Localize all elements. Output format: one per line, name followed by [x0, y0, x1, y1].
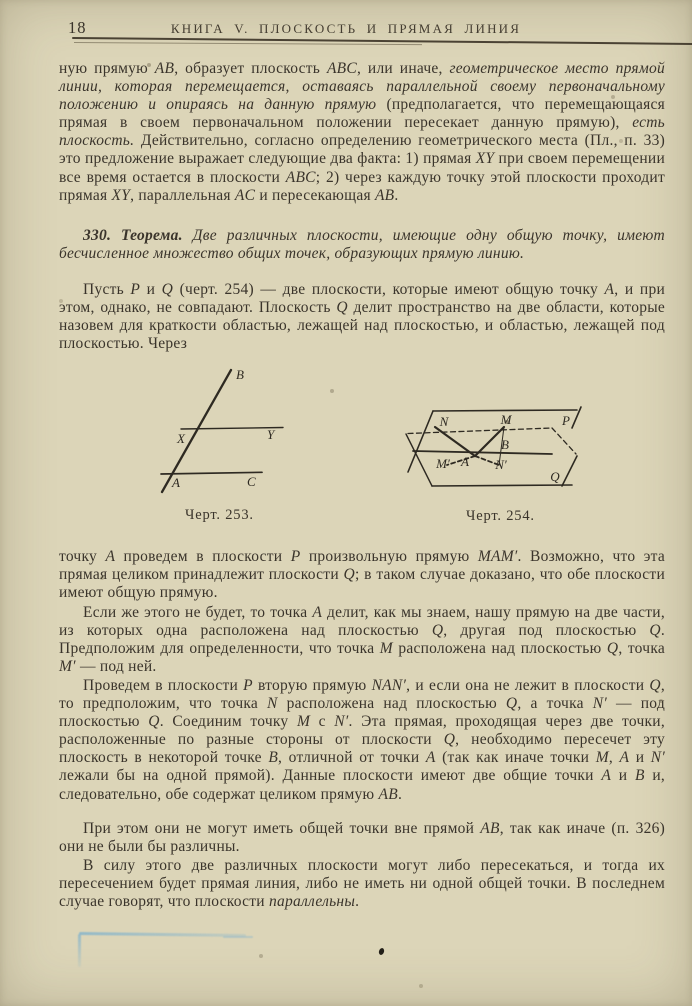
fig254-label-q: Q	[550, 469, 560, 484]
header-rule-secondary	[74, 42, 422, 45]
figure-253	[154, 366, 329, 501]
fig254-label-p: P	[562, 413, 570, 428]
fig254-plane-q-bottom-edge	[432, 485, 572, 486]
paragraph-6: Проведем в плоскости P вторую прямую NAN′, и если она не лежит в плоскости Q, то предположим, что точка N расположена над плоскостью Q, а точка N′ — под плоскостью Q. Соединим точку M с N′. Эта прямая, проходящая через две точки, расположенные по разные стороны от плоскости Q, необходимо пересечет эту плоскость в некоторой точке B, отличной от точки A (так как иначе точки M, A и N′ лежали бы на одной прямой). Данные плоскости имеют две общие точки A и B и, следовательно, обе содержат целиком прямую AB.	[59, 677, 666, 803]
fig253-label-c: C	[247, 474, 256, 489]
ink-dot	[378, 947, 385, 955]
pencil-mark-vertical	[78, 934, 81, 967]
fig254-plane-q-left-edge	[406, 434, 432, 486]
figure-254	[396, 397, 611, 502]
fig254-label-m-prime: M′	[436, 456, 450, 471]
fig253-label-a: A	[172, 475, 180, 490]
paragraph-5: Если же этого не будет, то точка A делит, как мы знаем, нашу прямую на две части, из которых одна расположена над плоскостью Q, другая под плоскостью Q. Предположим для определенности, что точка M расположена над плоскостью Q, точка M′ — под ней.	[59, 604, 665, 676]
fig254-label-n-prime: N′	[495, 457, 507, 472]
paragraph-3: Пусть P и Q (черт. 254) — две плоскости, которые имеют общую точку A, и при этом, однако, не совпадают. Плоскость Q делит пространство на две области, которые назовем для краткости областью, лежащей над плоскостью, и областью, лежащей под плоскостью. Через	[59, 281, 665, 353]
paper-specks	[0, 0, 2, 2]
paragraph-2-theorem-330: 330. Теорема. Две различных плоскости, имеющие одну общую точку, имеют бесчисленное множество общих точек, образующих прямую линию.	[59, 227, 666, 263]
fig254-plane-q-right-edge	[562, 456, 577, 486]
fig253-caption: Черт. 253.	[185, 507, 254, 523]
fig254-label-b: B	[501, 437, 509, 452]
pencil-mark-horizontal	[79, 932, 246, 937]
paragraph-8: В силу этого две различных плоскости могут либо пересекаться, и тогда их пересечением будет прямая линия, либо не иметь ни одной общей точки. В последнем случае говорят, что плоскости параллельны.	[59, 857, 665, 911]
fig254-plane-q-hidden-right-edge	[552, 428, 576, 454]
fig254-label-n: N	[439, 414, 449, 429]
fig254-label-m: M	[500, 412, 512, 427]
fig253-label-b: B	[236, 367, 244, 382]
fig253-label-x: X	[177, 431, 185, 446]
fig254-plane-q-hidden-top-edge	[408, 428, 552, 434]
fig254-label-a: A	[461, 454, 469, 469]
fig254-line-AB-intersection	[413, 451, 552, 454]
running-title: КНИГА V. ПЛОСКОСТЬ И ПРЯМАЯ ЛИНИЯ	[170, 21, 522, 36]
fig254-caption: Черт. 254.	[466, 508, 535, 524]
paragraph-7: При этом они не могут иметь общей точки вне прямой AB, так как иначе (п. 326) они не были бы различны.	[59, 820, 665, 856]
page-number: 18	[68, 18, 87, 37]
paragraph-1: ную прямую AB, образует плоскость ABC, или иначе, геометрическое место прямой линии, которая перемещается, оставаясь параллельной своему первоначальному положению и опираясь на данную прямую (предполагается, что перемещающаяся прямая в своем первоначальном положении пересекает данную прямую), есть плоскость. Действительно, согласно определению геометрического места (Пл., п. 33) это предложение выражает следующие два факта: 1) прямая XY при своем перемещении все время остается в плоскости ABC; 2) через каждую точку этой плоскости проходит прямая XY, параллельная AC и пересекающая AB.	[59, 60, 666, 204]
pencil-mark-horizontal-faint	[223, 936, 253, 938]
fig253-label-y: Y	[267, 427, 275, 442]
paragraph-4: точку A проведем в плоскости P произвольную прямую MAM′. Возможно, что эта прямая целиком принадлежит плоскости Q; в таком случае доказано, что обе плоскости имеют общую прямую.	[59, 548, 666, 602]
fig254-plane-p-top-edge	[433, 410, 577, 411]
